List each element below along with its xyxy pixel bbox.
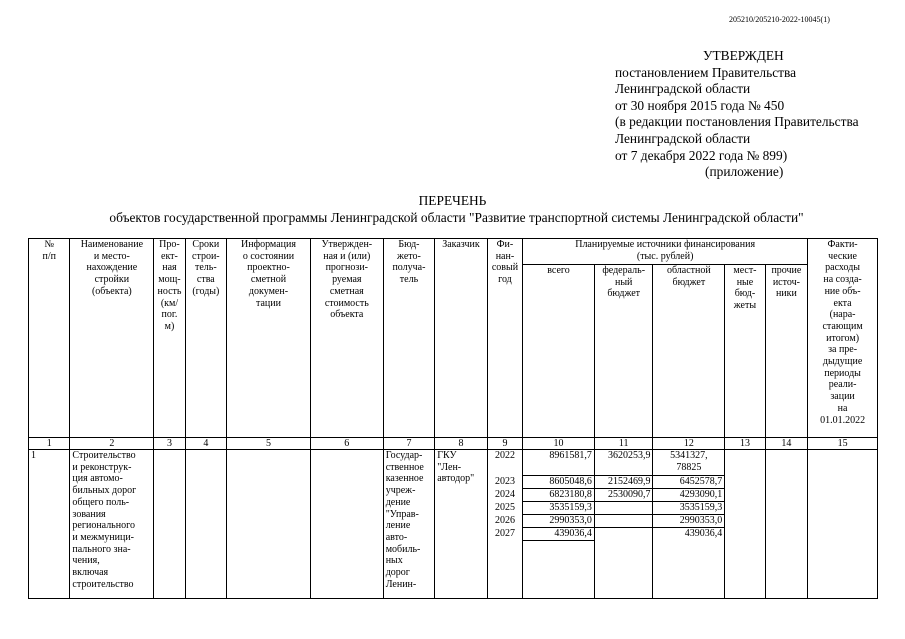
header-name: Наименование и место- нахождение стройки (объекта) xyxy=(70,239,154,438)
header-year: Фи- нан- совый год xyxy=(487,239,522,438)
header-sources: Планируемые источники финансирования (тыс. рублей) xyxy=(523,239,808,265)
header-terms: Сроки строи- тель- ства (годы) xyxy=(185,239,226,438)
federal-cell: 2152469,9 xyxy=(594,476,653,489)
year-cell: 2027 xyxy=(487,528,522,541)
recipient-cell: Государ- ственное казенное учреж- дение "Управ- ление авто- мобиль- ных дорог Ленин- xyxy=(383,450,435,599)
regional-cell: 439036,4 xyxy=(653,528,725,541)
total-cell: 8961581,7 xyxy=(523,450,595,476)
year-cell: 2022 xyxy=(487,450,522,476)
regional-cell: 4293090,1 xyxy=(653,489,725,502)
column-numbers-row xyxy=(29,438,878,450)
header-local: мест- ные бюд- жеты xyxy=(725,265,765,438)
row-number: 1 xyxy=(29,450,70,599)
terms-cell xyxy=(185,450,226,599)
year-cell: 2023 xyxy=(487,476,522,489)
header-regional: областной бюджет xyxy=(653,265,725,438)
regional-cell: 6452578,7 xyxy=(653,476,725,489)
total-cell: 439036,4 xyxy=(523,528,595,541)
column-number: 13 xyxy=(725,438,765,450)
approval-block xyxy=(615,48,859,181)
heading-subtitle: объектов государственной программы Ленинградской области "Развитие транспортной системы Ленинградской области" xyxy=(109,210,804,225)
column-number: 9 xyxy=(487,438,522,450)
federal-cell xyxy=(594,515,653,528)
federal-cell xyxy=(594,528,653,541)
total-cell: 3535159,3 xyxy=(523,502,595,515)
approval-appendix: (приложение) xyxy=(705,164,784,180)
federal-cell xyxy=(594,541,653,599)
header-other: прочие источ- ники xyxy=(765,265,808,438)
docs-cell xyxy=(227,450,311,599)
approval-line: от 7 декабря 2022 года № 899) xyxy=(615,147,788,163)
header-federal: федераль- ный бюджет xyxy=(594,265,653,438)
regional-cell: 2990353,0 xyxy=(653,515,725,528)
regional-cell: 3535159,3 xyxy=(653,502,725,515)
heading-title: ПЕРЕЧЕНЬ xyxy=(418,193,487,208)
approved-cost-cell xyxy=(310,450,383,599)
objects-table xyxy=(28,238,878,599)
year-cell: 2024 xyxy=(487,489,522,502)
approval-line: постановлением Правительства xyxy=(615,64,797,80)
other-cell xyxy=(765,450,808,599)
total-cell xyxy=(523,541,595,599)
federal-cell: 3620253,9 xyxy=(594,450,653,476)
header-recipient: Бюд- жето- получа- тель xyxy=(383,239,435,438)
column-number: 11 xyxy=(594,438,653,450)
header-approved-cost: Утвержден- ная и (или) прогнози- руемая сметная стоимость объекта xyxy=(310,239,383,438)
year-cell xyxy=(487,541,522,599)
approval-title: УТВЕРЖДЕН xyxy=(703,48,784,63)
column-number: 8 xyxy=(435,438,488,450)
column-number: 12 xyxy=(653,438,725,450)
header-customer: Заказчик xyxy=(435,239,488,438)
capacity-cell xyxy=(154,450,185,599)
column-number: 15 xyxy=(808,438,878,450)
header-actual: Факти- ческие расходы на созда- ние объ- екта (нара- стающим итогом) за пре- дыдущие периоды реали- зации на 01.01.2022 xyxy=(808,239,878,438)
table-row xyxy=(29,450,878,476)
column-number: 1 xyxy=(29,438,70,450)
approval-line: Ленинградской области xyxy=(615,81,751,97)
year-cell: 2025 xyxy=(487,502,522,515)
column-number: 3 xyxy=(154,438,185,450)
header-no: № п/п xyxy=(29,239,70,438)
total-cell: 8605048,6 xyxy=(523,476,595,489)
approval-line: Ленинградской области xyxy=(615,130,751,146)
regional-cell xyxy=(653,541,725,599)
federal-cell: 2530090,7 xyxy=(594,489,653,502)
document-heading xyxy=(0,192,905,226)
column-number: 14 xyxy=(765,438,808,450)
column-number: 5 xyxy=(227,438,311,450)
column-number: 10 xyxy=(523,438,595,450)
year-cell: 2026 xyxy=(487,515,522,528)
approval-line: (в редакции постановления Правительства xyxy=(615,114,859,130)
document-id: 205210/205210-2022-10045(1) xyxy=(729,15,830,24)
column-number: 7 xyxy=(383,438,435,450)
column-number: 4 xyxy=(185,438,226,450)
federal-cell xyxy=(594,502,653,515)
object-name: Строительство и реконструк- ция автомо- бильных дорог общего поль- зования регионального и межмуници- пального зна- чения, включая строительство xyxy=(70,450,154,599)
header-docs: Информация о состоянии проектно- сметной докумен- тации xyxy=(227,239,311,438)
total-cell: 2990353,0 xyxy=(523,515,595,528)
column-number: 2 xyxy=(70,438,154,450)
approval-line: от 30 ноября 2015 года № 450 xyxy=(615,97,785,113)
local-cell xyxy=(725,450,765,599)
header-capacity: Про- ект- ная мощ- ность (км/ пог. м) xyxy=(154,239,185,438)
column-number: 6 xyxy=(310,438,383,450)
regional-cell: 5341327, 78825 xyxy=(653,450,725,476)
total-cell: 6823180,8 xyxy=(523,489,595,502)
customer-cell: ГКУ "Лен- автодор" xyxy=(435,450,488,599)
header-total: всего xyxy=(523,265,595,438)
actual-cell xyxy=(808,450,878,599)
